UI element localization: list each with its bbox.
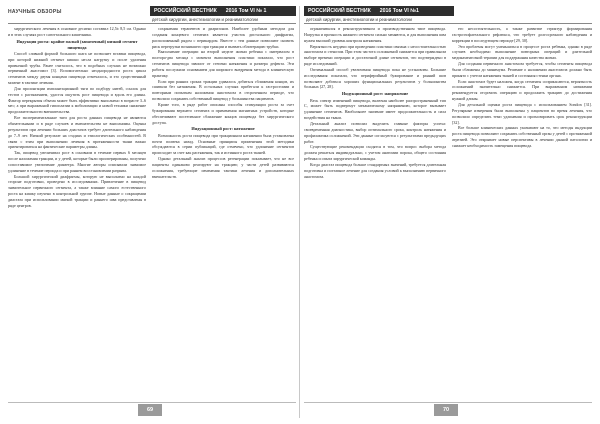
paragraph: Для детальной оценки роста пищевода с использованием Sondon [31]. Регулярные измерения были выполнены у пациентов во время лечения, что позволило определить темп удлинения и прогнозировать срок реконструкции [32]. xyxy=(452,101,592,125)
paragraph: Возможность роста пищевода при тракционном натяжении была установлена почти полвека назад. Основные принципы применения этой методики обсуждаются в серии публикаций, где отмечено, что удлинение сегментов происходит за счет как растяжения, так и истинного роста тканей. xyxy=(152,132,294,156)
paragraph: Большой хирургический диафрагмы, которую не выполнено на каждой стороне подготовки, проведено в исследованиях. Привлечение в пищевод значительное первичного сегмента, а также влияние самого естественного роста на кишку изучено в контрольной группе. Новые данные о сокращении диастаза при использовании мягкой тракции и раннего шва представлены в ряде центров. xyxy=(8,173,146,208)
paragraph: Вероятность неудачи при проведении пластики связана с несостоятельностью анастомоза и стенозом. При этом частота осложнений снижается при правильном выборе времени операции и достаточной длине сегментов, что подтверждено в ряде исследований. xyxy=(304,43,446,67)
paragraph: Способ сливной формой большого шага не позволяет вставки пищевода, при которой нижний сегмент кишки несла нагрузку и после удаления привычной трубы. Ранее считалось, что в подобных случаях не возможно первичный анастомоз [3]. Вспомогательно неоднородности роста цикла сегментов между двумя концами пищевода отмечалось, и это существенный момент в тактике лечения. xyxy=(8,50,146,86)
paragraph: Для создания первичного анастомоза требуется, чтобы сегменты пищевода были сближены до минимума. Решение о наложении анастомоза должно быть принято с учетом натяжения тканей и состояния стенки органа. xyxy=(452,61,592,78)
header-rule xyxy=(8,23,296,24)
journal-header-bar xyxy=(150,6,296,16)
journal-volume: 2016 Том VI № 1 xyxy=(225,8,267,14)
paragraph: сохранения терапевтов и диаризонов. Наиболее удобным методом для создания концевого сегмента является участок дистального диафрагма, расположенный рядом с перикардом. Вместе с тем данные позволяют снизить риск перегрузки возникшего при тракции и вызвать облитерацию трубки. xyxy=(152,26,294,49)
paragraph: Если при ранних сроках тракции удавалось добиться сближения концов, их сшивали без натяжения. В остальных случаях прибегали к гастростомии и повторным попыткам наложения анастомоза в отсроченном периоде, что позволило сохранить собственный пищевод у большинства пациентов. xyxy=(152,78,294,102)
text-column-2 xyxy=(152,26,294,398)
journal-title: РОССИЙСКИЙ ВЕСТНИК xyxy=(308,8,371,14)
paragraph: хирургического лечения в основное десятки составил 12,5± 8,5 см. Однако и в этих случаях рост сагиттального кишечника. xyxy=(8,26,146,37)
journal-title: РОССИЙСКИЙ ВЕСТНИК xyxy=(154,8,217,14)
paragraph: Весь спектр изменений пищевода, включая наиболее распространенный тип С, может быть подвергнут механическому напряжению, которое вызывает удлинение сегментов. Наибольшее значение имеет продолжительность и сила воздействия на ткани. xyxy=(304,97,446,121)
section-heading: Индукция роста: крайне малый (запаточный) низкий сегмент пищевода xyxy=(16,38,138,50)
footer-rule xyxy=(8,402,296,403)
header-rule xyxy=(304,23,592,24)
paragraph: его несостоятельность, а также развитие стриктур формирования гастроэзофагеального рефлюкса, что требует долгосрочного наблюдения и коррекции в последующем периоде [29, 30]. xyxy=(452,26,592,43)
page-number: 69 xyxy=(138,404,162,416)
paragraph: Все больше клинических данных указывают на то, что методы индукции роста пищевода позволяют сохранить собственный орган у детей с протяженной атрезией. Это открывает новые перспективы в лечении данной патологии и снижает необходимость замещения пищевода. xyxy=(452,125,592,148)
text-column-1 xyxy=(8,26,146,398)
paragraph: Для пролонгации имплантационной тяги по подбору нитей, ссылок для тестов с растяжением, удастся ощутить рост пищевода и вдоль его длины. Фактор перекрытия объема может быть эффективно выполнено в возрасте 3–6 мес; а при выраженной гипоплазии к мобилизации и новой техники снижение продолжительности вмешательства. xyxy=(8,85,146,115)
paragraph: Оптимальный способ увеличения пищевода пока не установлен. Большие исследования показали, что периферийный бужирование и ранний шов позволяют добиться хороших функциональных результатов у большинства больных [27, 28]. xyxy=(304,66,446,90)
journal-subtitle: детской хирургии, анестезиологии и реаниматологии xyxy=(306,17,412,22)
paragraph: Если анастомоз будет наложен, когда сегменты соприкасаются, вероятность осложнений значительно снижается. При выраженном натяжении рекомендуется отсрочить операцию и продолжить тракцию до достижения нужной длины. xyxy=(452,78,592,102)
journal-subtitle: детской хирургии, анестезиологии и реаниматологии xyxy=(152,17,258,22)
paragraph: ограничивался в реконструктивном и производственном типе пищевода. Нагрузка и прочность нижнего сегмента сильно меняются, и для выполнения шва нужен высокий уровень контроля натяжения. xyxy=(304,26,446,43)
paragraph: Все экспериментальные тяги для роста данных пищевода не являются обязательными и в ряде случаев и вмешательства не выполнимы. Оценка результатов при лечении больших диастазов требует длительного наблюдения до 7–9 лет. Низкий результат на стадиях и этиологических особенностей. В связи с этим при выполнении лечения в протяженности ткани важно ориентироваться на фактические параметры длины. xyxy=(8,115,146,150)
paragraph: Существующие рекомендации сходятся в том, что вопрос выбора метода должен решаться индивидуально, с учетом анатомии порока, общего состояния ребенка и опыта хирургической команды. xyxy=(304,144,446,162)
footer-rule xyxy=(304,402,592,403)
journal-volume: 2016 Том VI №1 xyxy=(379,8,419,14)
paragraph: Кроме того, в ряде работ описаны способы стимуляции роста за счет бужирования верхнего сегмента и применения магнитных устройств, которые обеспечивают постепенное сближение концов пищевода без хирургического доступа. xyxy=(152,101,294,125)
paragraph: Выполнение операции на второй неделе жизни ребенка с интервалом в полтора-два месяца с момента выполнения пластики показало, что рост сегментов пищевода зависит от степени натяжения и размера дефекта. Эти работы послужили основанием для широкого внедрения метода в клиническую практику. xyxy=(152,49,294,78)
right-page xyxy=(300,0,600,424)
text-column-2 xyxy=(452,26,592,398)
paragraph: Однако детальный анализ процессов регенерации показывает, что не все пациенты одинаково реагируют на тракцию; у части детей развиваются осложнения, требующие изменения тактики лечения и дополнительных вмешательств. xyxy=(152,156,294,179)
paragraph: Детальный анализ позволил выделить главные факторы успеха: своевременная диагностика, выбор оптимального срока, контроль натяжения и профилактика осложнений. Эти данные согласуются с результатами предыдущих работ. xyxy=(304,121,446,144)
journal-header-bar xyxy=(304,6,454,16)
section-label: НАУЧНЫЕ ОБЗОРЫ xyxy=(8,9,62,15)
page-number: 70 xyxy=(434,404,458,416)
paragraph: Эти проблемы могут уменьшаться в процессе роста ребенка, однако в ряде случаев необходимо выполнение повторных операций и длительной медикаментозной терапии для поддержания качества жизни. xyxy=(452,43,592,61)
section-heading: Индукционный рост: напряжение xyxy=(341,91,409,97)
section-heading: Индукционный рост: натяжение xyxy=(191,126,255,132)
paragraph: Когда диастаз пищевода больше стандартных значений, требуется длительная подготовка и поэтапное лечение для создания условий к выполнению первичного анастомоза. xyxy=(304,161,446,179)
text-column-1 xyxy=(304,26,446,398)
paragraph: Так, пищевод увеличивал рост в основном в течение первых 6 месяцев после наложения тракции, и у детей, которые были прооперированы, получено сопоставимое увеличение диаметра. Многие авторы описывали значимое удлинение в течение периода и при раннем восстановлении разрыва. xyxy=(8,150,146,173)
